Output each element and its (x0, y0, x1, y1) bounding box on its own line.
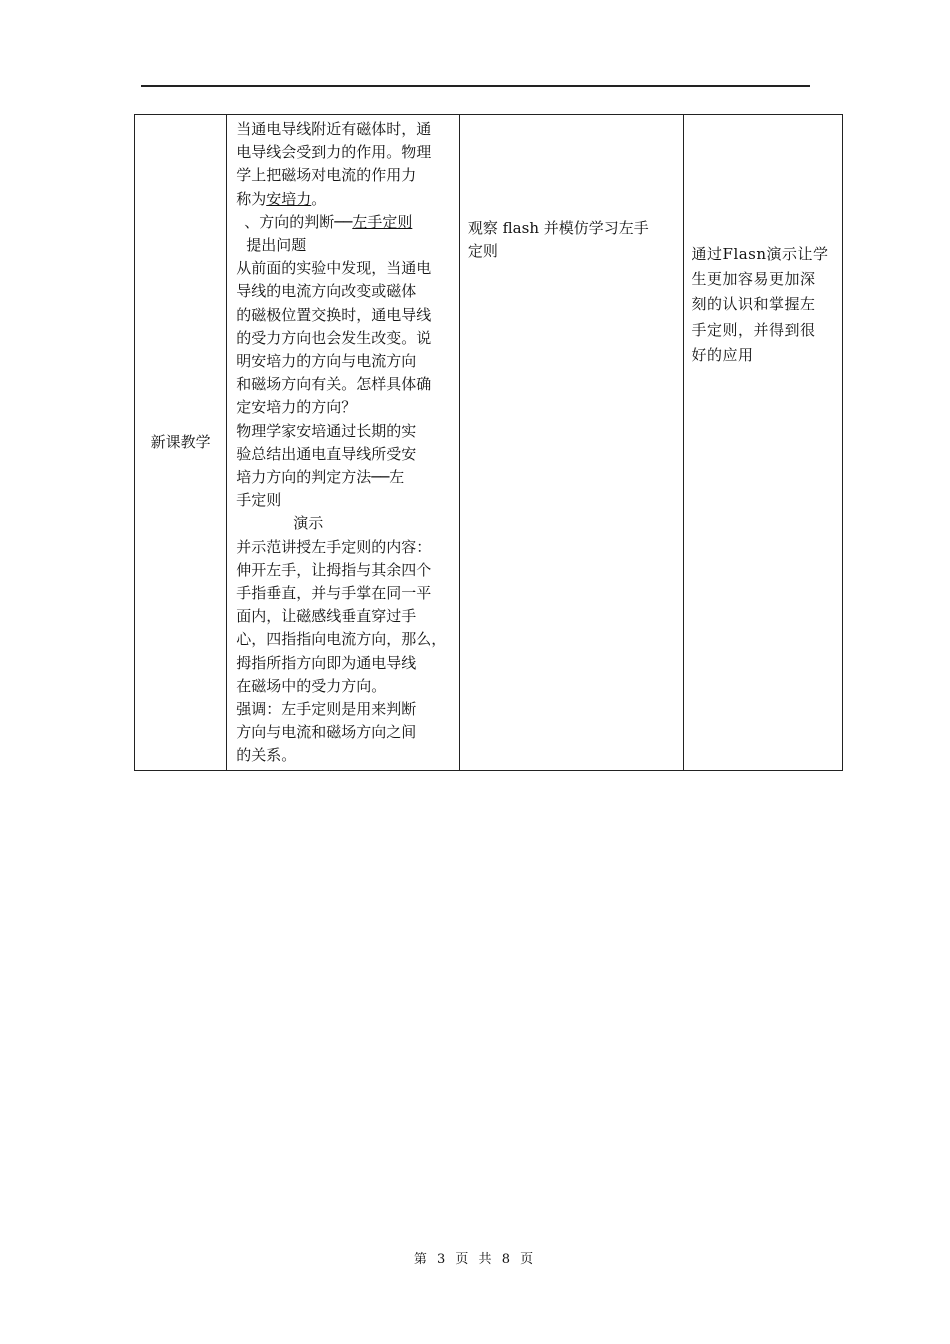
question-line: 和磁场方向有关。怎样具体确 (236, 375, 432, 394)
page-footer: 第 3 页 共 8 页 (413, 1252, 537, 1267)
question-line: 手定则 (236, 491, 282, 510)
teaching-line: 当通电导线附近有磁体时，通 (236, 120, 432, 138)
term-prefix: 称为 (236, 189, 267, 208)
intent-line: 刻的认识和掌握左 (691, 295, 816, 314)
direction-heading (236, 211, 453, 234)
question-line: 定安培力的方向？ (236, 398, 357, 417)
intent-line: 手定则，并得到很 (691, 320, 816, 339)
term-line (236, 188, 453, 211)
rule-line: 面内，让磁感线垂直穿过手 (236, 607, 417, 626)
term-suffix: 。 (311, 189, 327, 208)
teaching-content-cell (227, 115, 460, 771)
rule-line: 方向与电流和磁场方向之间 (236, 723, 417, 742)
table-row (135, 115, 843, 771)
student-line: 定则 (467, 242, 498, 261)
rule-line: 拇指所指方向即为通电导线 (236, 653, 417, 672)
rule-line: 在磁场中的受力方向。 (236, 676, 387, 695)
raise-question: 提出问题 (246, 236, 307, 255)
demo-label: 演示 (293, 514, 324, 533)
term-underlined: 安培力 (266, 189, 312, 208)
question-line: 导线的电流方向改变或磁体 (236, 282, 417, 301)
teaching-line: 电导线会受到力的作用。物理 (236, 143, 432, 162)
question-line: 物理学家安培通过长期的实 (236, 421, 417, 440)
rule-line: 并示范讲授左手定则的内容： (236, 537, 432, 556)
rule-line: 伸开左手，让拇指与其余四个 (236, 560, 432, 579)
question-line: 的受力方向也会发生改变。说 (236, 328, 432, 347)
rule-line: 手指垂直，并与手掌在同一平 (236, 584, 432, 603)
header-rule (141, 85, 810, 87)
question-line: 的磁极位置交换时，通电导线 (236, 305, 432, 324)
teaching-line: 学上把磁场对电流的作用力 (236, 166, 417, 185)
direction-underlined: 左手定则 (352, 212, 413, 231)
question-line: 明安培力的方向与电流方向 (236, 352, 417, 371)
lesson-plan-table (134, 114, 843, 771)
rule-line: 的关系。 (236, 746, 297, 765)
rule-line: 强调：左手定则是用来判断 (236, 700, 417, 719)
intent-line: 生更加容易更加深 (691, 270, 816, 289)
question-line: 从前面的实验中发现，当通电 (236, 259, 432, 278)
student-activity-cell (459, 115, 683, 771)
direction-prefix: 、方向的判断── (244, 212, 353, 231)
stage-label: 新课教学 (150, 432, 211, 451)
design-intent-cell (683, 115, 842, 771)
intent-line: 通过Flasn演示让学 (691, 245, 829, 263)
rule-line: 心，四指指向电流方向，那么， (236, 630, 447, 649)
intent-line: 好的应用 (691, 345, 754, 364)
stage-cell (135, 115, 227, 771)
question-line: 验总结出通电直导线所受安 (236, 444, 417, 463)
student-line: 观察 flash 并模仿学习左手 (467, 219, 649, 237)
question-line: 培力方向的判定方法──左 (236, 468, 405, 487)
